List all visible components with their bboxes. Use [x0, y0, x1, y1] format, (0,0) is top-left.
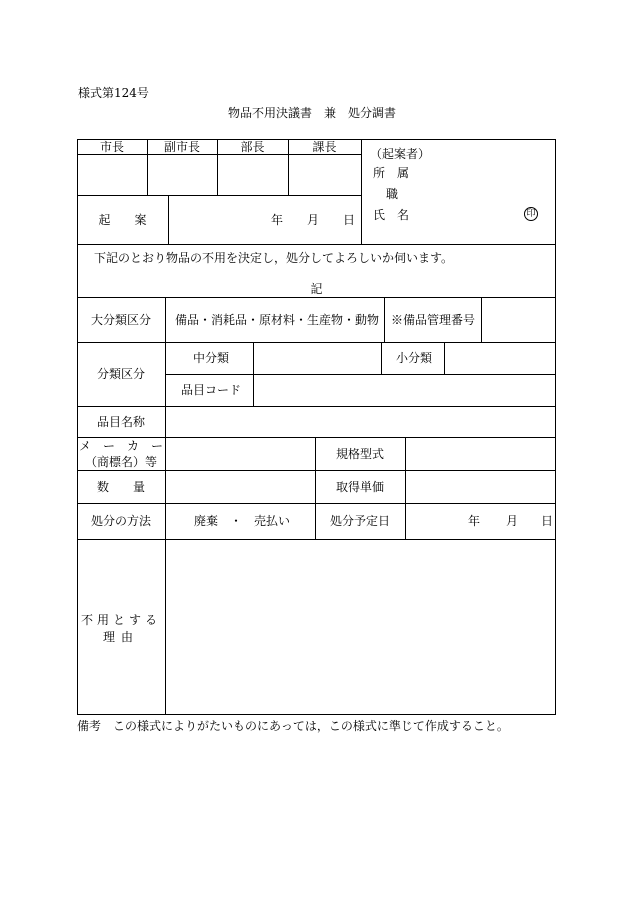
draft-label: 起 案 [98, 213, 147, 227]
item-name-label: 品目名称 [96, 415, 145, 429]
item-code-label: 品目コード [181, 383, 242, 397]
approver-header-line [77, 154, 361, 155]
reason-label-line2: 理由 [102, 630, 139, 644]
middle-class-bottom-line [166, 374, 556, 375]
major-class-bottom-line [77, 342, 556, 343]
mgmt-no-left-divider [384, 297, 385, 342]
spec-label: 規格型式 [335, 447, 384, 461]
drafter-heading: （起案者） [370, 147, 431, 161]
drafter-divider [361, 139, 362, 244]
approver-vice-mayor-label: 副市長 [163, 140, 200, 154]
classification-label: 分類区分 [96, 367, 145, 381]
seal-icon: 印 [524, 207, 538, 221]
request-row-bottom-line [77, 297, 556, 298]
approver-bottom-line [77, 195, 361, 196]
form-number: 様式第124号 [78, 86, 149, 100]
label-column-divider [165, 297, 166, 715]
spec-right-divider [405, 437, 406, 539]
draft-month-label: 月 [307, 213, 320, 227]
drafter-dept-label: 所 属 [373, 166, 410, 180]
draft-day-label: 日 [343, 213, 356, 227]
small-class-right-divider [444, 342, 445, 374]
reason-label: 不用とする [80, 613, 161, 627]
page-title: 物品不用決議書 兼 処分調書 [228, 106, 397, 120]
major-class-options: 備品・消耗品・原材料・生産物・動物 [175, 313, 380, 327]
maker-label: メ ー カ ー [78, 439, 163, 453]
mgmt-no-right-divider [481, 297, 482, 342]
quantity-label: 数 量 [96, 480, 145, 494]
drafter-name-label: 氏 名 [373, 208, 410, 222]
disposal-schedule-label: 処分予定日 [329, 514, 390, 528]
drafter-position-label: 職 [386, 187, 399, 201]
approver-section-chief-label: 課長 [312, 140, 337, 154]
classification-bottom-line [77, 406, 556, 407]
disposal-year-label: 年 [468, 514, 481, 528]
footnote: 備考 この様式によりがたいものにあっては，この様式に準じて作成すること。 [77, 719, 509, 733]
request-text: 下記のとおり物品の不用を決定し，処分してよろしいか伺います。 [94, 251, 454, 265]
small-class-label: 小分類 [396, 351, 433, 365]
draft-year-label: 年 [271, 213, 284, 227]
draft-row-bottom-line [77, 244, 556, 245]
approver-director-label: 部長 [240, 140, 265, 154]
small-class-left-divider [381, 342, 382, 374]
approver-mayor-label: 市長 [99, 140, 124, 154]
subclass-label-divider [253, 342, 254, 406]
disposal-method-options: 廃棄 ・ 売払い [194, 514, 291, 528]
maker-bottom-line [77, 470, 556, 471]
middle-class-label: 中分類 [193, 351, 230, 365]
disposal-bottom-line [77, 539, 556, 540]
quantity-bottom-line [77, 503, 556, 504]
draft-label-divider [168, 195, 169, 244]
mgmt-no-label: ※備品管理番号 [391, 313, 476, 327]
ki-label: 記 [310, 282, 323, 296]
maker-brand-label: （商標名）等 [84, 455, 157, 469]
major-class-label: 大分類区分 [90, 313, 151, 327]
item-name-bottom-line [77, 437, 556, 438]
disposal-day-label: 日 [541, 514, 554, 528]
disposal-month-label: 月 [506, 514, 519, 528]
unit-price-label: 取得単価 [335, 480, 384, 494]
disposal-method-label: 処分の方法 [90, 514, 151, 528]
